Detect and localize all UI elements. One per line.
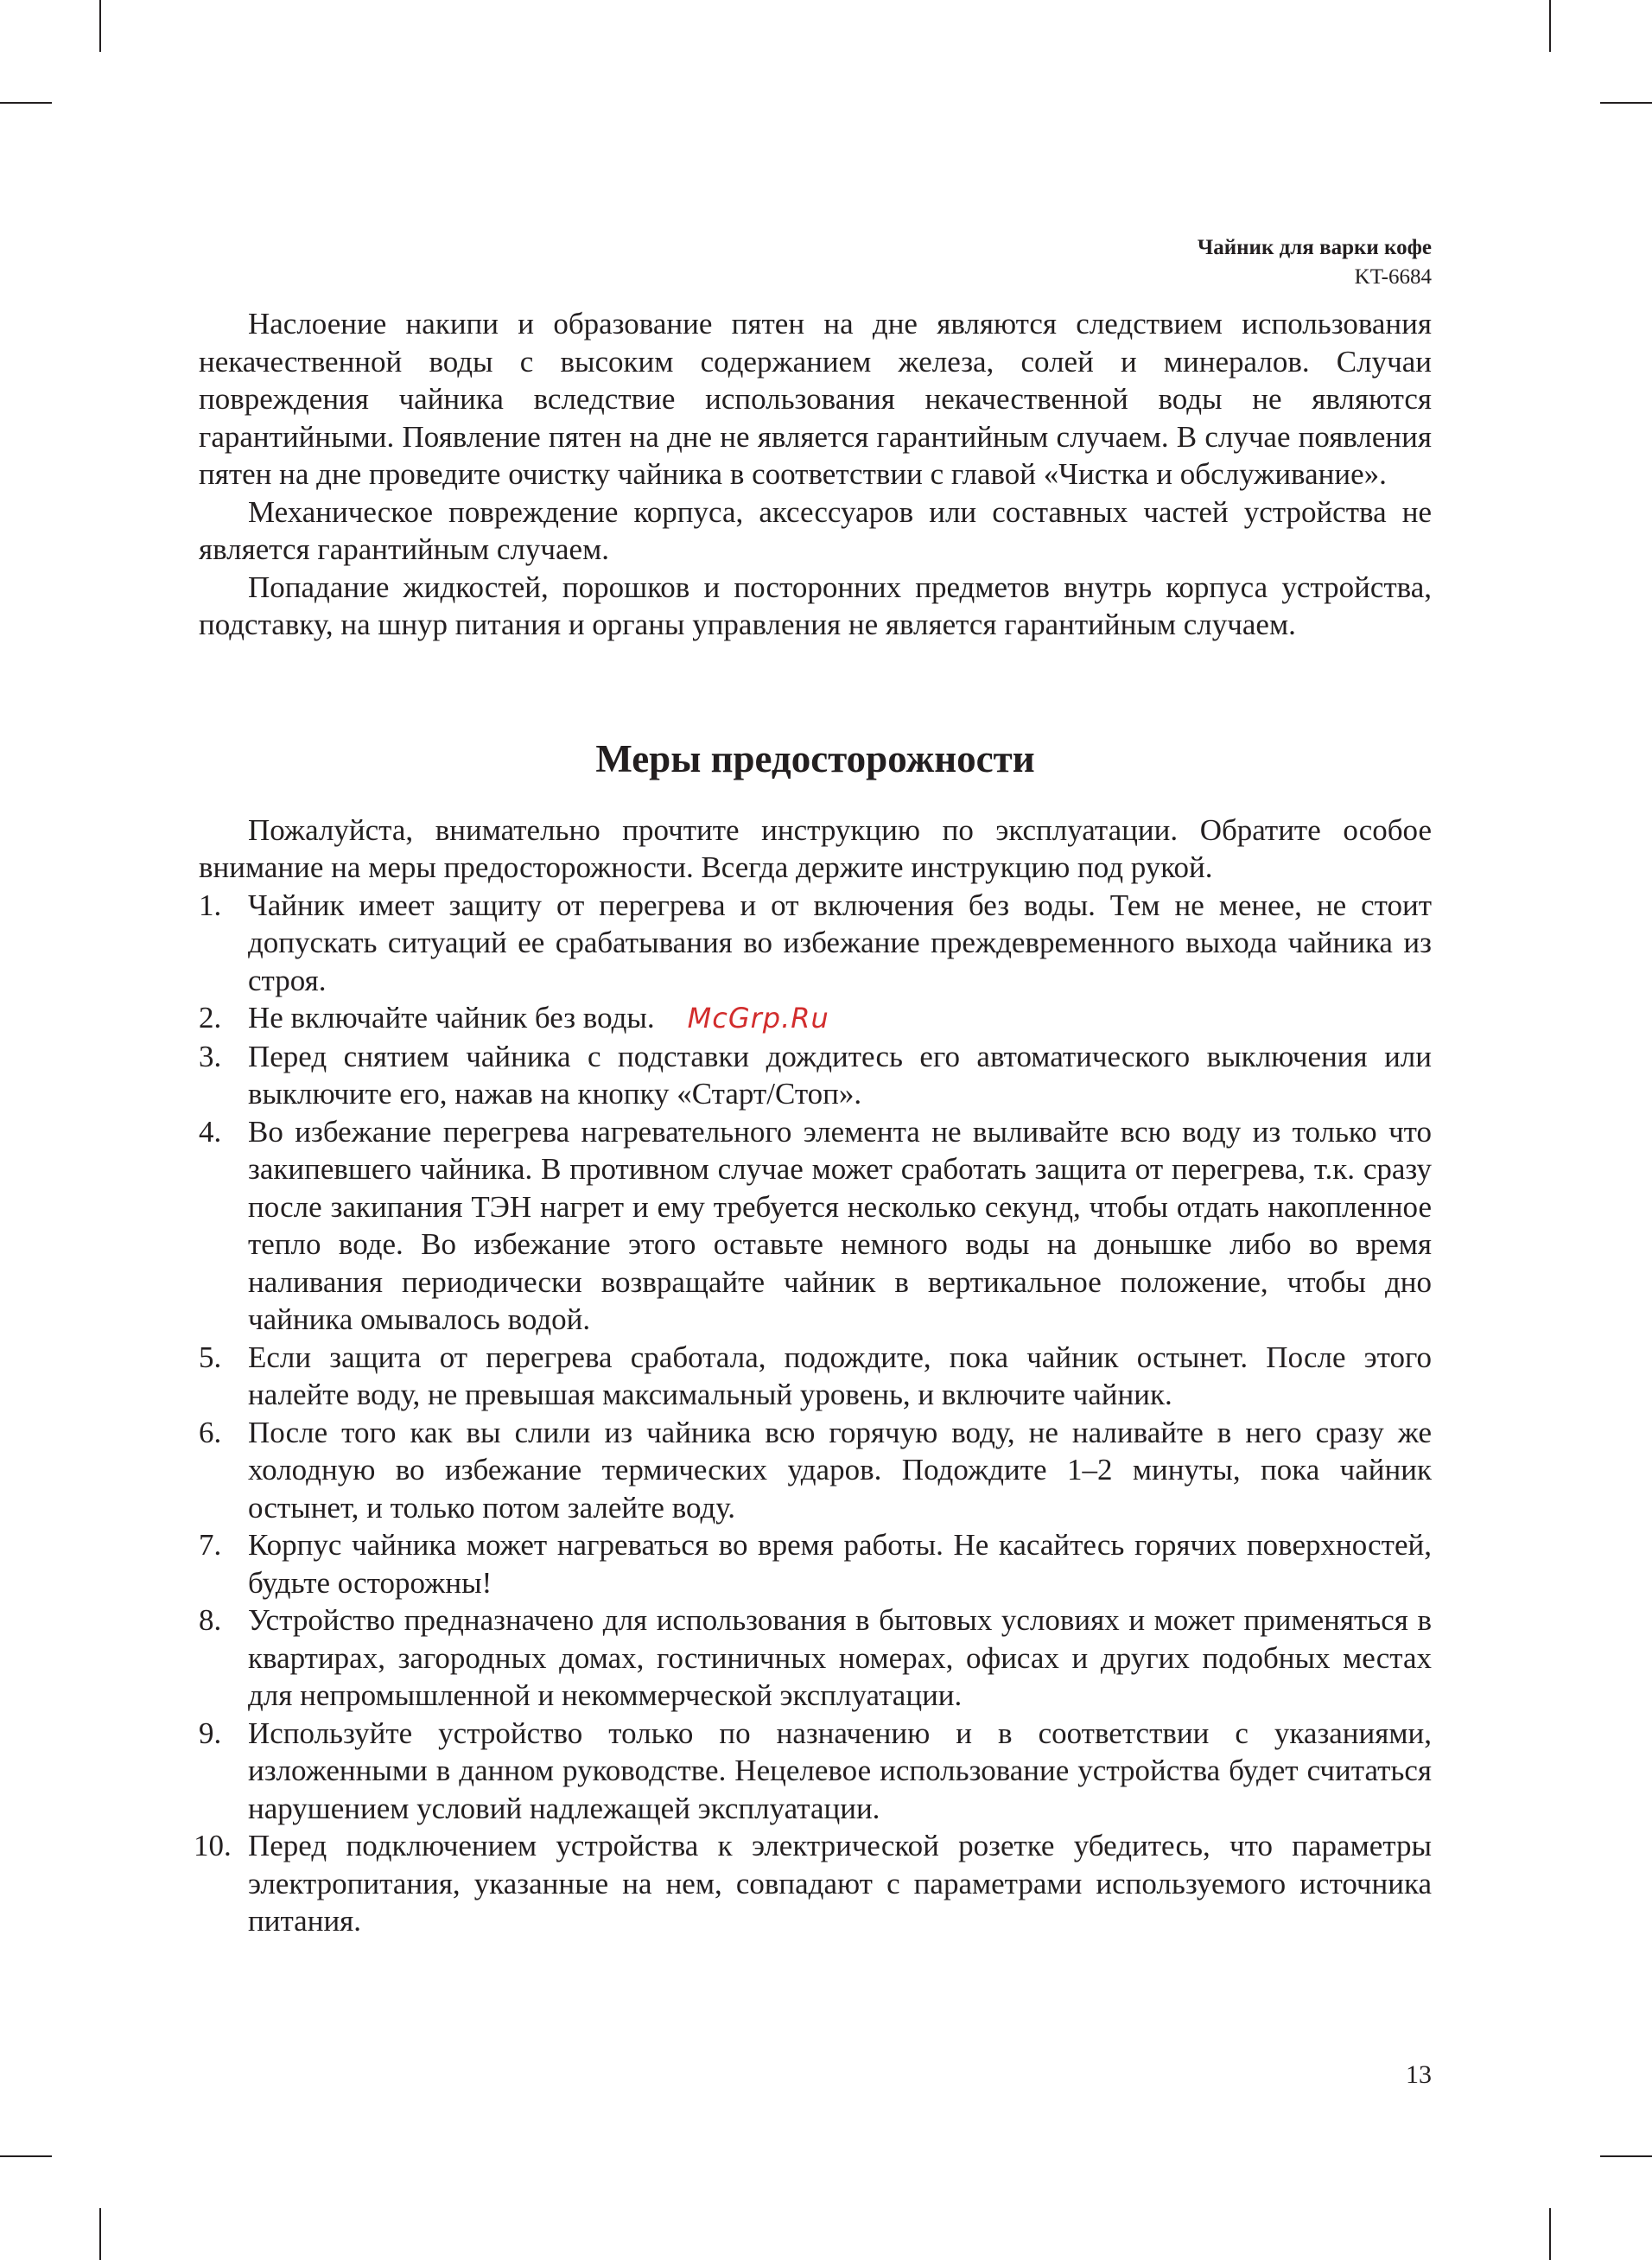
list-item	[199, 887, 1432, 1000]
section-title: Меры предосторожности	[595, 736, 1035, 780]
crop-mark-bottom-right-horizontal	[1600, 2155, 1652, 2157]
list-item-number: 7.	[199, 1528, 222, 1562]
list-item-text: Корпус чайника может нагреваться во время работы. Не касайтесь горячих поверхностей, будьте осторожны!	[248, 1528, 1432, 1600]
list-item	[194, 1827, 1432, 1940]
list-item-text: Устройство предназначено для использования в бытовых условиях и может применяться в квартирах, загородных домах, гостиничных номерах, офисах и других подобных местах для непромышленной и некоммерческой эксплуатации.	[248, 1603, 1432, 1712]
section-lead: Пожалуйста, внимательно прочтите инструкцию по эксплуатации. Обратите особое внимание на меры предосторожности. Всегда держите инструкцию под рукой.	[199, 812, 1432, 884]
crop-mark-bottom-right-vertical	[1549, 2208, 1551, 2260]
list-item	[199, 1414, 1432, 1527]
list-item-text: Перед снятием чайника с подставки дождитесь его автоматического выключения или выключите его, нажав на кнопку «Старт/Стоп».	[248, 1039, 1432, 1111]
crop-mark-bottom-left-vertical	[99, 2208, 101, 2260]
list-item	[199, 1339, 1432, 1414]
page-body	[194, 305, 1432, 1940]
list-item	[199, 1715, 1432, 1828]
list-item-number: 5.	[199, 1340, 222, 1374]
list-item-text: Чайник имеет защиту от перегрева и от включения без воды. Тем не менее, не стоит допускать ситуаций ее срабатывания во избежание преждевременного выхода чайника из строя.	[248, 888, 1432, 997]
warranty-paragraph-liquids: Попадание жидкостей, порошков и посторонних предметов внутрь корпуса устройства, подставку, на шнур питания и органы управления не является гарантийным случаем.	[199, 570, 1432, 641]
list-item	[199, 1113, 1432, 1339]
list-item-number: 6.	[199, 1415, 222, 1449]
list-item-text: Во избежание перегрева нагревательного элемента не выливайте всю воду из только что закипевшего чайника. В противном случае может сработать защита от перегрева, т.к. сразу после закипания ТЭН нагрет и ему требуется несколько секунд, чтобы отдать накопленное тепло воде. Во избежание этого оставьте немного воды на донышке либо во время наливания периодически возвращайте чайник в вертикальное положение, чтобы дно чайника омывалось водой.	[248, 1114, 1432, 1336]
list-item	[199, 1601, 1432, 1715]
list-item-number: 9.	[199, 1716, 222, 1750]
crop-mark-top-left-vertical	[99, 0, 101, 52]
list-item-text: После того как вы слили из чайника всю горячую воду, не наливайте в него сразу же холодную во избежание термических ударов. Подождите 1–2 минуты, пока чайник остынет, и только потом залейте воду.	[248, 1415, 1432, 1525]
crop-mark-top-right-vertical	[1549, 0, 1551, 52]
list-item-text: Если защита от перегрева сработала, подождите, пока чайник остынет. После этого налейте воду, не превышая максимальный уровень, и включите чайник.	[248, 1340, 1432, 1411]
list-item-text: Используйте устройство только по назначению и в соответствии с указаниями, изложенными в данном руководстве. Нецелевое использование устройства будет считаться нарушением условий надлежащей эксплуатации.	[248, 1716, 1432, 1825]
list-item	[199, 999, 1432, 1038]
crop-mark-top-right-horizontal	[1600, 102, 1652, 104]
precautions-list	[194, 887, 1432, 1940]
crop-mark-top-left-horizontal	[0, 102, 52, 104]
running-head-model: KT-6684	[1354, 265, 1432, 289]
list-item	[199, 1526, 1432, 1601]
list-item-number: 1.	[199, 888, 222, 922]
list-item-number: 4.	[199, 1114, 222, 1149]
list-item-number: 3.	[199, 1039, 222, 1073]
list-item-number: 2.	[199, 1001, 222, 1035]
page-number: 13	[1406, 2060, 1432, 2089]
warranty-paragraph-scale: Наслоение накипи и образование пятен на дне являются следствием использования некачественной воды с высоким содержанием железа, солей и минералов. Случаи повреждения чайника вследствие использования некачественной воды не являются гарантийными. Появление пятен на дне не является гарантийным случаем. В случае появления пятен на дне проведите очистку чайника в соответствии с главой «Чистка и обслуживание».	[199, 307, 1432, 491]
watermark: McGrp.Ru	[687, 1002, 829, 1035]
warranty-paragraph-mechanical: Механическое повреждение корпуса, аксессуаров или составных частей устройства не является гарантийным случаем.	[199, 494, 1432, 566]
running-head	[1198, 233, 1432, 292]
crop-mark-bottom-left-horizontal	[0, 2155, 52, 2157]
list-item-number: 10.	[194, 1829, 232, 1862]
running-head-title: Чайник для варки кофе	[1197, 236, 1432, 259]
list-item	[199, 1038, 1432, 1113]
list-item-text: Не включайте чайник без воды.	[248, 1001, 655, 1035]
list-item-number: 8.	[199, 1603, 222, 1637]
list-item-text: Перед подключением устройства к электрической розетке убедитесь, что параметры электропитания, указанные на нем, совпадают с параметрами используемого источника питания.	[248, 1829, 1432, 1938]
